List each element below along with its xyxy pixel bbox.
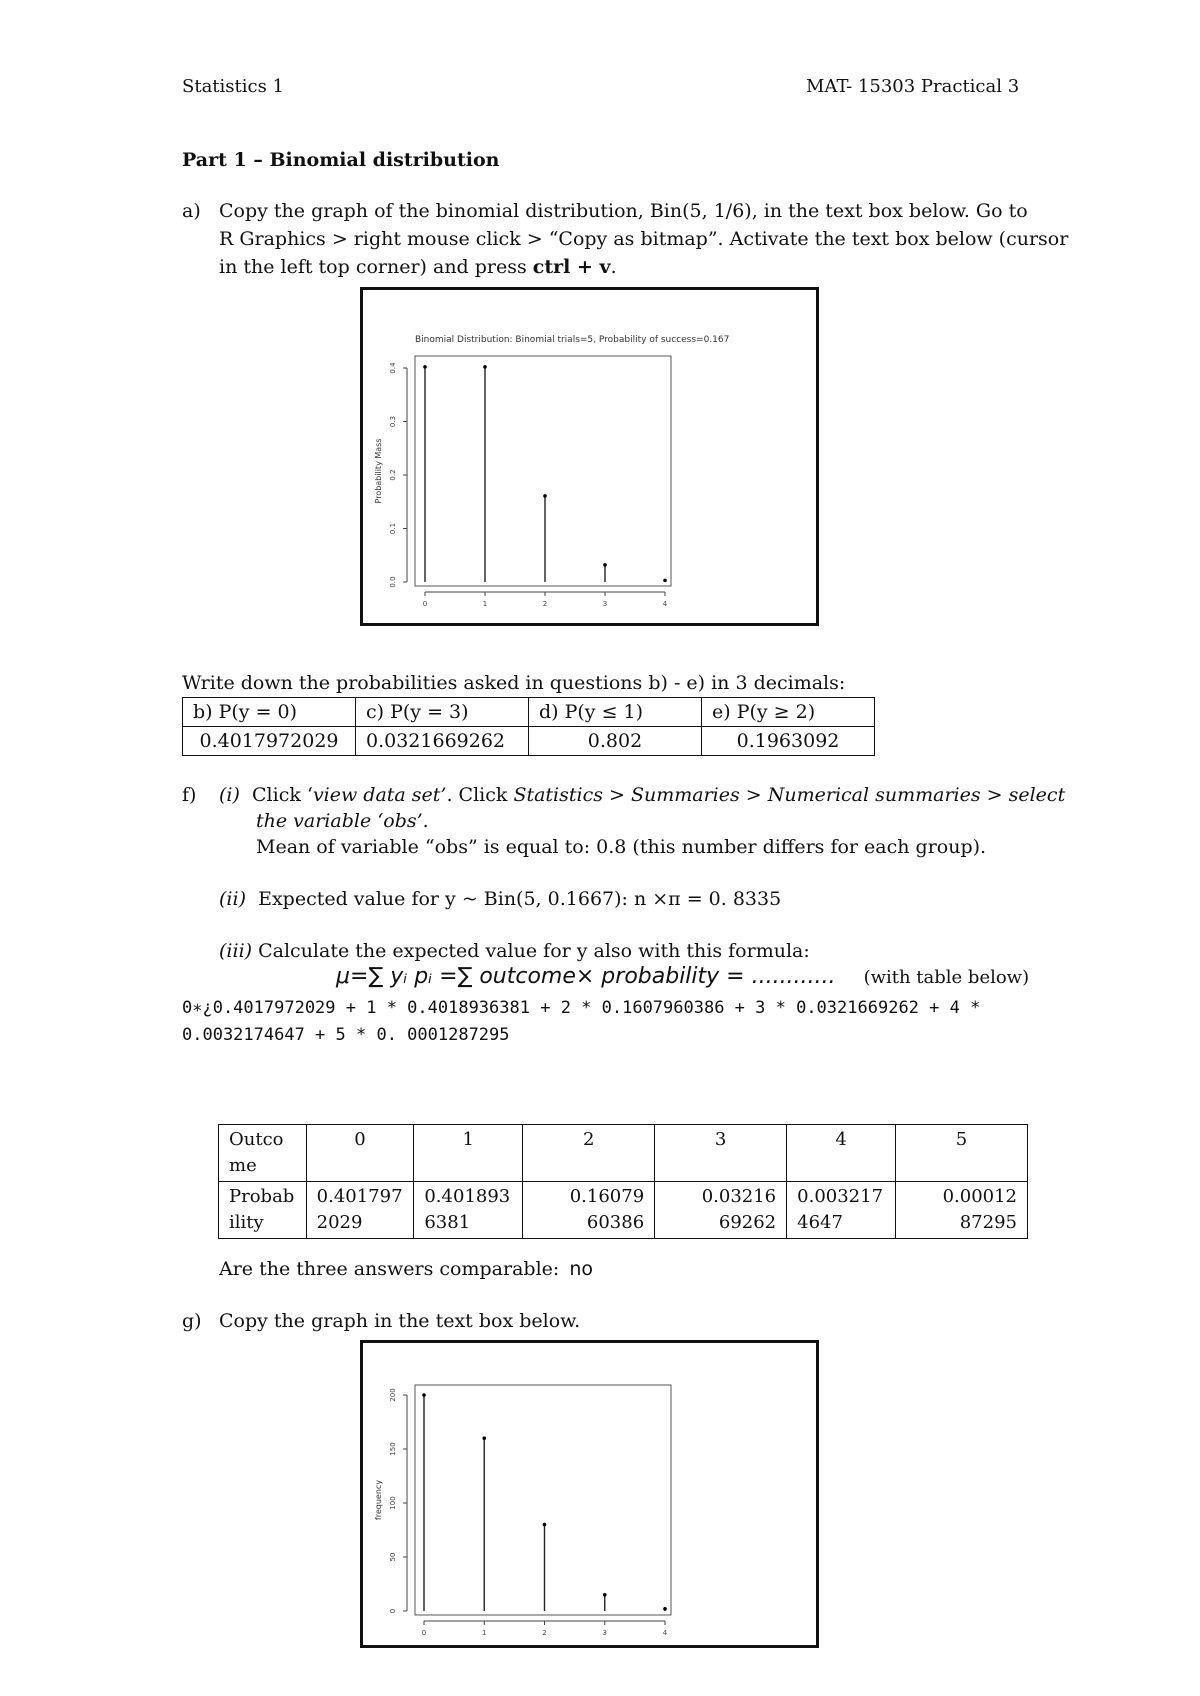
prob-header-e: e) P(y ≥ 2)	[702, 698, 875, 727]
prob-header-c: c) P(y = 3)	[356, 698, 529, 727]
y-tick-label: 0.1	[389, 522, 397, 535]
comparable-answer[interactable]: no	[569, 1258, 594, 1280]
y-tick-label: 150	[389, 1442, 397, 1456]
figure-box-1[interactable]	[360, 287, 819, 626]
x-tick-label: 4	[662, 600, 668, 608]
y-tick-label: 0.4	[389, 362, 397, 374]
probability-cell-4-part1: 0.003217	[797, 1186, 884, 1207]
prob-header-b: b) P(y = 0)	[183, 698, 356, 727]
bar-point	[482, 1436, 486, 1440]
probabilities-value-row	[183, 727, 875, 756]
outcome-cell-1: 1	[414, 1125, 523, 1182]
y-axis-label: Probability Mass	[374, 438, 383, 504]
bar-point	[422, 1393, 426, 1397]
outcome-row	[219, 1125, 1028, 1182]
bar-point	[483, 365, 487, 369]
formula-note: (with table below)	[863, 967, 1030, 988]
probability-label-part2: ility	[229, 1212, 264, 1233]
probability-cell-4-part2: 4647	[797, 1212, 843, 1233]
question-a-line3-post: .	[610, 256, 617, 278]
probability-label-part1: Probab	[229, 1186, 295, 1207]
bar-point	[423, 365, 427, 369]
bar-point	[663, 1607, 667, 1611]
prob-value-d[interactable]: 0.802	[529, 727, 702, 756]
probability-cell-2-part1: 0.16079	[569, 1186, 645, 1207]
question-f-marker: f)	[182, 784, 197, 806]
calculation-line1[interactable]: 0∗¿0.4017972029 + 1 * 0.4018936381 + 2 * 0.1607960386 + 3 * 0.0321669262 + 4 *	[182, 998, 981, 1018]
outcome-cell-4: 4	[787, 1125, 896, 1182]
outcome-label-part1: Outco	[229, 1129, 284, 1150]
x-tick-label: 3	[602, 1629, 607, 1637]
question-a-line3-pre: in the left top corner) and press	[219, 256, 533, 278]
prob-value-c[interactable]: 0.0321669262	[356, 727, 529, 756]
probability-cell-0-part1: 0.401797	[316, 1186, 403, 1207]
bar-point	[603, 563, 607, 567]
probability-cell-4[interactable]	[787, 1182, 896, 1239]
y-tick-label: 0.3	[389, 415, 397, 428]
x-tick-label: 3	[602, 600, 608, 608]
bar-point	[663, 579, 667, 583]
question-f-i-line1	[219, 784, 1065, 806]
probability-cell-5-part2: 87295	[959, 1212, 1017, 1233]
frequency-chart	[363, 1343, 816, 1645]
figure-box-2[interactable]	[360, 1340, 819, 1648]
prob-value-b[interactable]: 0.4017972029	[183, 727, 356, 756]
question-a-line2: R Graphics > right mouse click > “Copy as bitmap”. Activate the text box below (cursor	[219, 228, 1069, 250]
question-f-i-line2: the variable ‘obs’.	[256, 810, 429, 832]
bar-point	[543, 494, 547, 498]
probability-cell-0-part2: 2029	[316, 1212, 363, 1233]
probability-cell-1-part1: 0.401893	[424, 1186, 511, 1207]
y-tick-label: 50	[389, 1552, 397, 1562]
outcome-cell-3: 3	[655, 1125, 787, 1182]
y-tick-label: 0.0	[389, 576, 397, 588]
part-title: Part 1 – Binomial distribution	[182, 149, 500, 171]
question-f-ii-text: Expected value for y ~ Bin(5, 0.1667): n ×π = 0. 8335	[258, 888, 782, 910]
expected-value-formula: μ=∑ yᵢ pᵢ =∑ outcome× probability = ............	[336, 964, 836, 989]
question-g-marker: g)	[182, 1310, 202, 1332]
probability-cell-3[interactable]	[655, 1182, 787, 1239]
probability-cell-5-part1: 0.00012	[942, 1186, 1017, 1207]
question-f-iii-label: (iii)	[219, 940, 253, 962]
y-tick-label: 200	[389, 1388, 397, 1402]
probability-row-label	[219, 1182, 307, 1239]
chart-title: Binomial Distribution: Binomial trials=5, Probability of success=0.167	[415, 335, 730, 345]
outcome-cell-2: 2	[523, 1125, 655, 1182]
outcome-label-part2: me	[229, 1155, 257, 1176]
binomial-pmf-chart	[363, 290, 816, 623]
probability-cell-1-part2: 6381	[424, 1212, 471, 1233]
prob-header-d: d) P(y ≤ 1)	[529, 698, 702, 727]
question-f-ii-label: (ii)	[219, 888, 246, 910]
comparable-question: Are the three answers comparable:	[219, 1258, 560, 1280]
header-right: MAT- 15303 Practical 3	[806, 76, 1020, 97]
outcome-row-label	[219, 1125, 307, 1182]
probabilities-table	[182, 697, 875, 756]
probability-cell-0[interactable]	[306, 1182, 414, 1239]
x-tick-label: 2	[542, 600, 548, 608]
question-f-iii	[219, 940, 810, 962]
outcome-table	[218, 1124, 1028, 1239]
probability-cell-2-part2: 60386	[586, 1212, 645, 1233]
probability-row	[219, 1182, 1028, 1239]
probability-cell-5[interactable]	[895, 1182, 1027, 1239]
outcome-cell-5: 5	[895, 1125, 1027, 1182]
x-tick-label: 1	[482, 600, 488, 608]
bar-point	[603, 1593, 607, 1597]
question-a-line3	[219, 256, 617, 278]
question-f-mean: Mean of variable “obs” is equal to: 0.8 (this number differs for each group).	[256, 836, 987, 858]
probability-cell-3-part2: 69262	[718, 1212, 777, 1233]
x-tick-label: 1	[482, 1629, 487, 1637]
question-a-marker: a)	[182, 200, 201, 222]
y-axis-label: frequency	[374, 1479, 383, 1521]
question-f-view-data-set: view data set’	[312, 784, 447, 806]
question-f-i-label: (i)	[219, 784, 240, 806]
calculation-line2[interactable]: 0.0032174647 + 5 * 0. 0001287295	[182, 1025, 510, 1045]
y-tick-label: 0	[389, 1608, 397, 1614]
probability-cell-2[interactable]	[523, 1182, 655, 1239]
x-tick-label: 0	[422, 600, 428, 608]
probability-cell-1[interactable]	[414, 1182, 523, 1239]
x-tick-label: 4	[662, 1629, 668, 1637]
probabilities-header-row	[183, 698, 875, 727]
question-f-iii-text: Calculate the expected value for y also with this formula:	[258, 940, 810, 962]
header-left: Statistics 1	[182, 76, 285, 97]
plot-frame	[415, 356, 671, 586]
probability-cell-3-part1: 0.03216	[701, 1186, 777, 1207]
question-a-shortcut: ctrl + v	[532, 256, 611, 278]
comparable-line	[219, 1258, 593, 1280]
question-f-i-mid: . Click	[446, 784, 514, 806]
question-a-line1: Copy the graph of the binomial distribution, Bin(5, 1/6), in the text box below. Go to	[219, 200, 1028, 222]
prob-value-e[interactable]: 0.1963092	[702, 727, 875, 756]
x-tick-label: 0	[421, 1629, 427, 1637]
question-f-menu-path: Statistics > Summaries > Numerical summaries > select	[513, 784, 1066, 806]
question-g-text: Copy the graph in the text box below.	[219, 1310, 581, 1332]
question-f-ii	[219, 888, 781, 910]
formula-line	[336, 964, 1029, 989]
y-tick-label: 0.2	[389, 469, 397, 481]
question-f-i-pre: Click ‘	[252, 784, 313, 806]
bar-point	[543, 1523, 547, 1527]
outcome-cell-0: 0	[306, 1125, 414, 1182]
x-tick-label: 2	[542, 1629, 547, 1637]
plot-frame	[415, 1385, 671, 1615]
y-tick-label: 100	[389, 1496, 397, 1510]
probabilities-intro: Write down the probabilities asked in questions b) - e) in 3 decimals:	[182, 672, 846, 694]
